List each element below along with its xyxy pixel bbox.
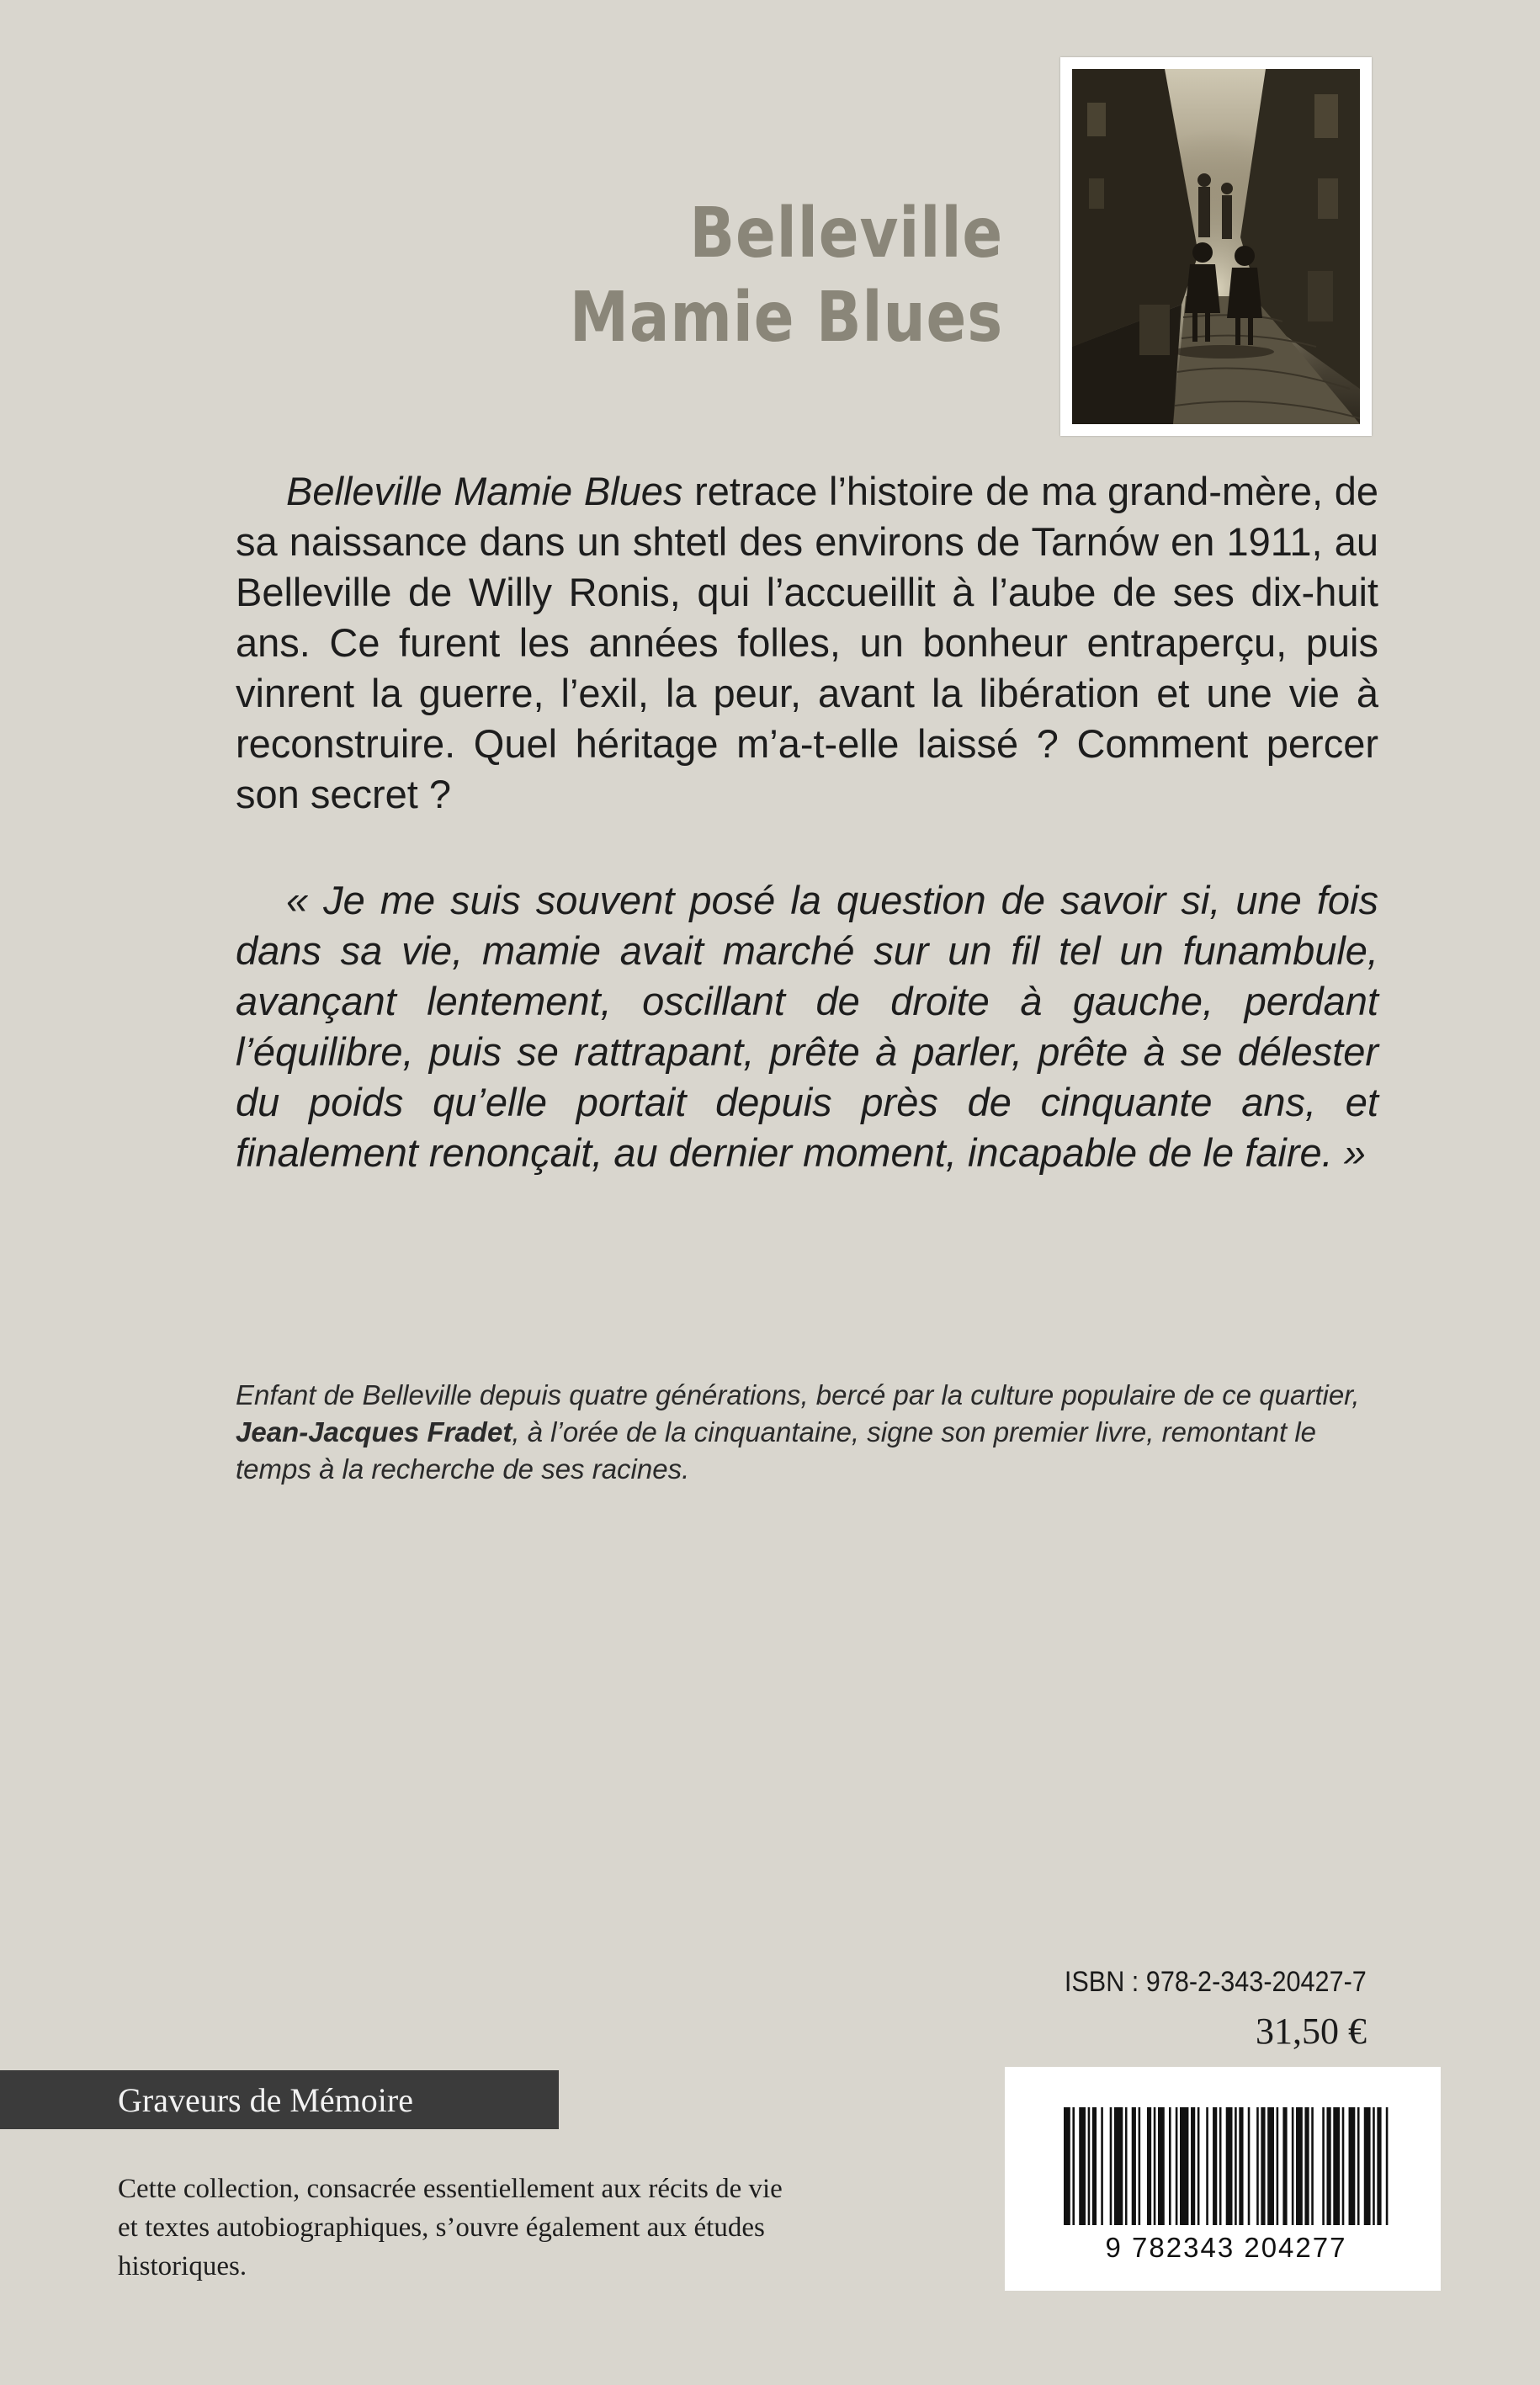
barcode-bar — [1206, 2107, 1208, 2225]
barcode-bar — [1261, 2107, 1265, 2225]
barcode-bar — [1114, 2107, 1123, 2225]
barcode-bar — [1219, 2107, 1222, 2225]
barcode-bar — [1373, 2107, 1375, 2225]
author-bio-rest: , à l’orée de la cinquantaine, signe son premier livre, remontant le temps à la recherche de ses racines. — [236, 1416, 1317, 1485]
barcode-bar — [1267, 2107, 1274, 2225]
barcode-bar — [1304, 2107, 1309, 2225]
barcode-bar — [1386, 2107, 1389, 2225]
two-children-in-alley-photo — [1072, 69, 1360, 424]
barcode-bar — [1364, 2107, 1371, 2225]
barcode-bar — [1101, 2107, 1103, 2225]
barcode-bar — [1154, 2107, 1156, 2225]
summary-book-title: Belleville Mamie Blues — [286, 469, 683, 513]
barcode-bar — [1125, 2107, 1128, 2225]
barcode-digits: 9 782343 204277 — [1105, 2232, 1347, 2263]
book-quote: « Je me suis souvent posé la question de savoir si, une fois dans sa vie, mamie avait marché sur un fil tel un funambule, avançant lentement, oscillant de droite à gauche, perdant l’équilibre, puis se rattrapant, prête à parler, prête à se délester du poids qu’elle portait depuis près de cinquante ans, et finalement renonçait, au dernier moment, incapable de le faire. » — [236, 878, 1378, 1175]
collection-band — [0, 2070, 559, 2129]
barcode-bar — [1235, 2107, 1237, 2225]
author-name: Jean-Jacques Fradet — [236, 1416, 512, 1447]
barcode-bar — [1248, 2107, 1251, 2225]
barcode-bar — [1191, 2107, 1195, 2225]
barcode-bar — [1213, 2107, 1217, 2225]
collection-description: Cette collection, consacrée essentiellement aux récits de vie et textes autobiographiques, s’ouvre également aux études historiques. — [118, 2174, 783, 2281]
barcode-bar — [1349, 2107, 1356, 2225]
summary-text: retrace l’histoire de ma grand-mère, de sa naissance dans un shtetl des environs de Tarnów en 1911, au Belleville de Willy Ronis, qui l’accueillit à l’aube de ses dix-huit ans. Ce furent les années folles, un bonheur entraperçu, puis vinrent la guerre, l’exil, la peur, avant la libération et une vie à reconstruire. Quel héritage m’a-t-elle laissé ? Comment percer son secret ? — [236, 469, 1378, 816]
barcode-bar — [1132, 2107, 1136, 2225]
barcode-bar — [1180, 2107, 1188, 2225]
barcode-bar — [1226, 2107, 1233, 2225]
barcode-bar — [1169, 2107, 1171, 2225]
barcode-bar — [1110, 2107, 1113, 2225]
barcode-bar — [1282, 2107, 1287, 2225]
barcode-bar — [1296, 2107, 1303, 2225]
barcode-bar — [1311, 2107, 1314, 2225]
barcode-bar — [1342, 2107, 1345, 2225]
barcode-bar — [1197, 2107, 1200, 2225]
barcode-bar — [1292, 2107, 1294, 2225]
price-label: 31,50 € — [1256, 2011, 1367, 2052]
collection-name: Graveurs de Mémoire — [118, 2081, 413, 2119]
barcode-bar — [1147, 2107, 1151, 2225]
barcode-bar — [1072, 2107, 1075, 2225]
book-title — [570, 192, 1003, 360]
barcode-bar — [1139, 2107, 1141, 2225]
summary-paragraph — [236, 466, 1378, 820]
barcode-bar — [1176, 2107, 1178, 2225]
barcode-bar — [1064, 2107, 1070, 2225]
barcode-bar — [1239, 2107, 1243, 2225]
barcode — [1005, 2067, 1441, 2291]
barcode-bar — [1256, 2107, 1259, 2225]
barcode-bar — [1088, 2107, 1091, 2225]
barcode-bar — [1092, 2107, 1097, 2225]
barcode-bar — [1322, 2107, 1325, 2225]
author-bio-intro: Enfant de Belleville depuis quatre générations, bercé par la culture populaire de ce quartier, — [236, 1379, 1360, 1410]
author-bio — [236, 1377, 1378, 1488]
barcode-bar — [1333, 2107, 1340, 2225]
book-title-line-2: Mamie Blues — [569, 278, 1003, 358]
barcode-bar — [1158, 2107, 1165, 2225]
barcode-bar — [1079, 2107, 1086, 2225]
book-title-line-1: Belleville — [689, 194, 1003, 274]
cover-photo — [1060, 57, 1372, 436]
barcode-bar — [1326, 2107, 1330, 2225]
isbn-label: ISBN : 978-2-343-20427-7 — [1065, 1966, 1367, 1998]
barcode-bar — [1357, 2107, 1360, 2225]
barcode-bars — [1064, 2107, 1389, 2234]
barcode-bar — [1277, 2107, 1279, 2225]
barcode-bar — [1377, 2107, 1381, 2225]
